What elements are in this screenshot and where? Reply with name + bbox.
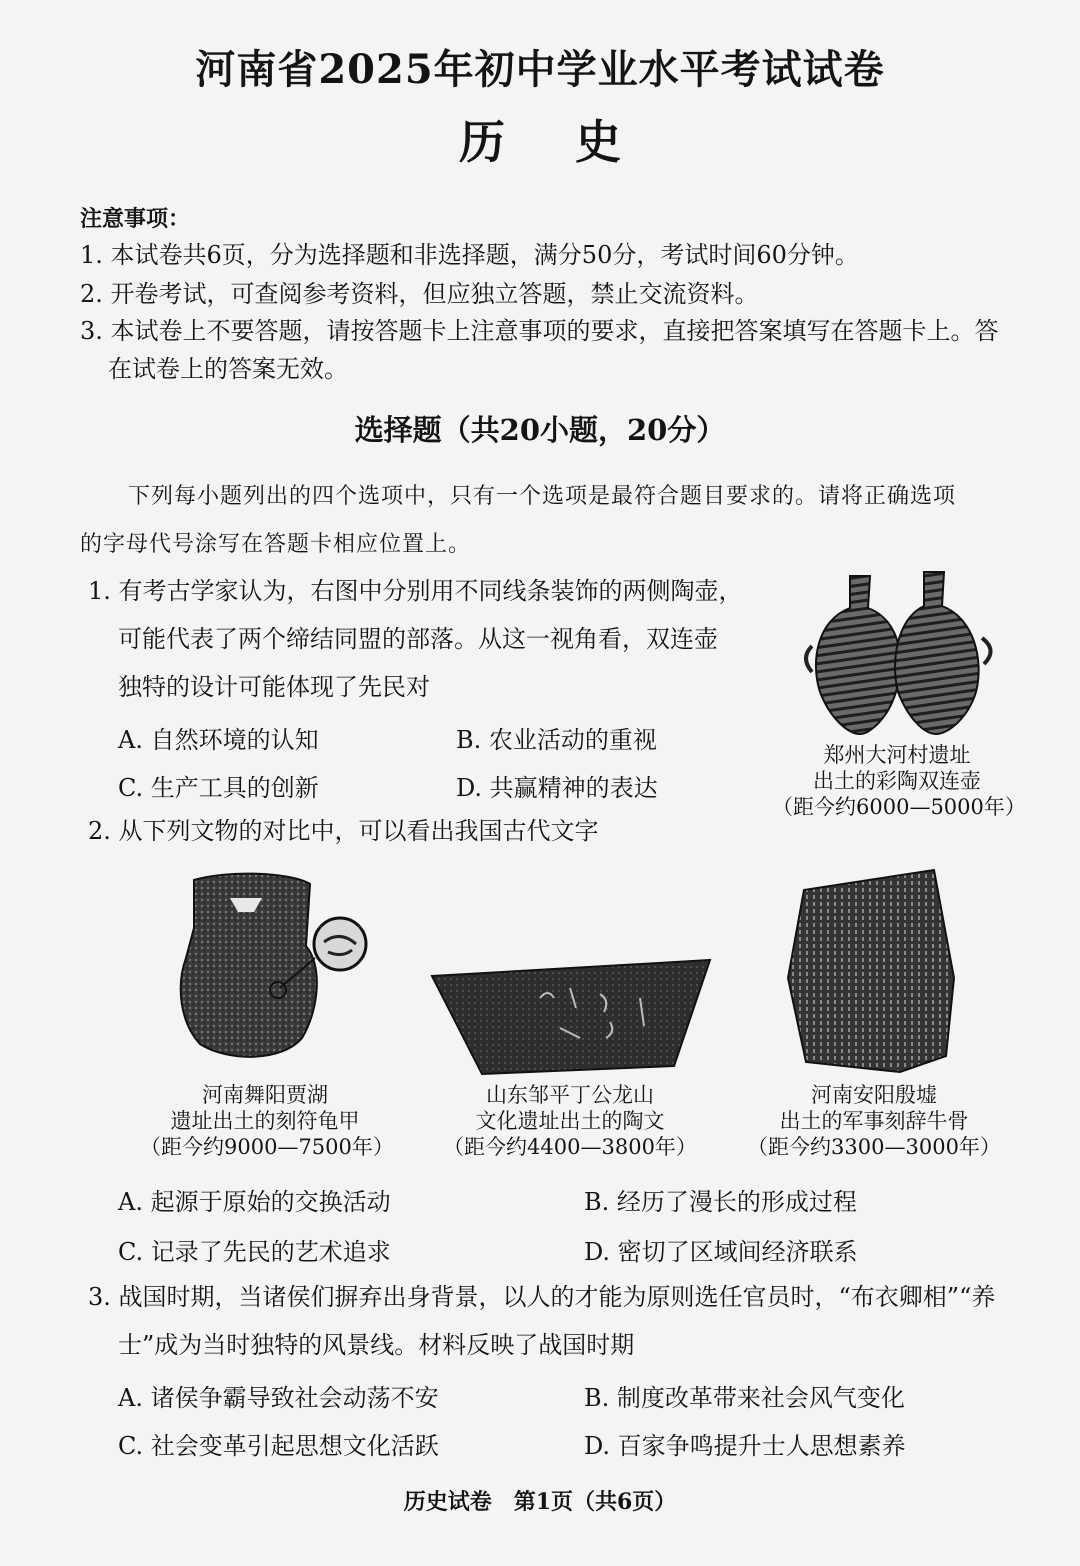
q2-figure-3-caption-3: （距今约3300—3000年）: [747, 1135, 1001, 1159]
q1-option-d: D. 共赢精神的表达: [456, 774, 658, 802]
q2-figure-3-caption-1: 河南安阳殷墟: [811, 1083, 937, 1107]
instruction-line-2: 的字母代号涂写在答题卡相应位置上。: [80, 532, 472, 557]
q2-figure-1-caption-2: 遗址出土的刻符龟甲: [170, 1109, 360, 1133]
q3-option-b: B. 制度改革带来社会风气变化: [584, 1384, 905, 1412]
q1-option-a: A. 自然环境的认知: [118, 726, 319, 754]
q1-stem-2: 可能代表了两个缔结同盟的部落。从这一视角看，双连壶: [118, 625, 718, 653]
q1-option-b: B. 农业活动的重视: [456, 726, 657, 754]
notice-heading: 注意事项：: [80, 206, 191, 232]
q3-option-d: D. 百家争鸣提升士人思想素养: [584, 1432, 906, 1460]
q1-stem-1: 1. 有考古学家认为，右图中分别用不同线条装饰的两侧陶壶，: [88, 577, 743, 605]
q2-stem: 2. 从下列文物的对比中，可以看出我国古代文字: [88, 817, 599, 845]
q3-option-c: C. 社会变革引起思想文化活跃: [118, 1432, 439, 1460]
notice-item-1: 1. 本试卷共6页，分为选择题和非选择题，满分50分，考试时间60分钟。: [80, 241, 859, 269]
subject-title: 历史: [459, 115, 691, 169]
q1-figure-caption-1: 郑州大河村遗址: [823, 743, 971, 767]
page-footer: 历史试卷 第1页（共6页）: [403, 1489, 677, 1515]
q2-figure-2-caption-3: （距今约4400—3800年）: [443, 1135, 697, 1159]
q2-option-a: A. 起源于原始的交换活动: [118, 1188, 391, 1216]
instruction-line-1: 下列每小题列出的四个选项中，只有一个选项是最符合题目要求的。请将正确选项: [128, 484, 957, 509]
q1-stem-3: 独特的设计可能体现了先民对: [118, 673, 430, 701]
double-pot-image: [798, 568, 1008, 740]
section-title: 选择题（共20小题，20分）: [354, 413, 726, 447]
q2-option-b: B. 经历了漫长的形成过程: [584, 1188, 857, 1216]
exam-title: 河南省2025年初中学业水平考试试卷: [195, 46, 885, 93]
notice-item-3-cont: 在试卷上的答案无效。: [108, 355, 348, 383]
q3-stem-2: 士”成为当时独特的风景线。材料反映了战国时期: [118, 1331, 635, 1359]
tortoise-shell-image: [170, 868, 370, 1068]
q2-figure-3-caption-2: 出土的军事刻辞牛骨: [779, 1109, 969, 1133]
q2-option-d: D. 密切了区域间经济联系: [584, 1238, 858, 1266]
q2-figure-1-caption-3: （距今约9000—7500年）: [140, 1135, 394, 1159]
q3-option-a: A. 诸侯争霸导致社会动荡不安: [118, 1384, 439, 1412]
oracle-bone-image: [784, 866, 964, 1076]
q1-option-c: C. 生产工具的创新: [118, 774, 319, 802]
notice-item-2: 2. 开卷考试，可查阅参考资料，但应独立答题，禁止交流资料。: [80, 280, 759, 308]
q2-figure-2-caption-2: 文化遗址出土的陶文: [475, 1109, 665, 1133]
q2-figure-1-caption-1: 河南舞阳贾湖: [202, 1083, 328, 1107]
q2-option-c: C. 记录了先民的艺术追求: [118, 1238, 391, 1266]
q1-figure-caption-3: （距今约6000—5000年）: [772, 795, 1026, 819]
q1-figure-caption-2: 出土的彩陶双连壶: [813, 769, 981, 793]
q3-stem-1: 3. 战国时期，当诸侯们摒弃出身背景，以人的才能为原则选任官员时，“布衣卿相”“养: [88, 1283, 996, 1311]
q2-figure-2-caption-1: 山东邹平丁公龙山: [486, 1083, 654, 1107]
pottery-shard-image: [430, 958, 712, 1076]
notice-item-3: 3. 本试卷上不要答题，请按答题卡上注意事项的要求，直接把答案填写在答题卡上。答: [80, 317, 999, 345]
